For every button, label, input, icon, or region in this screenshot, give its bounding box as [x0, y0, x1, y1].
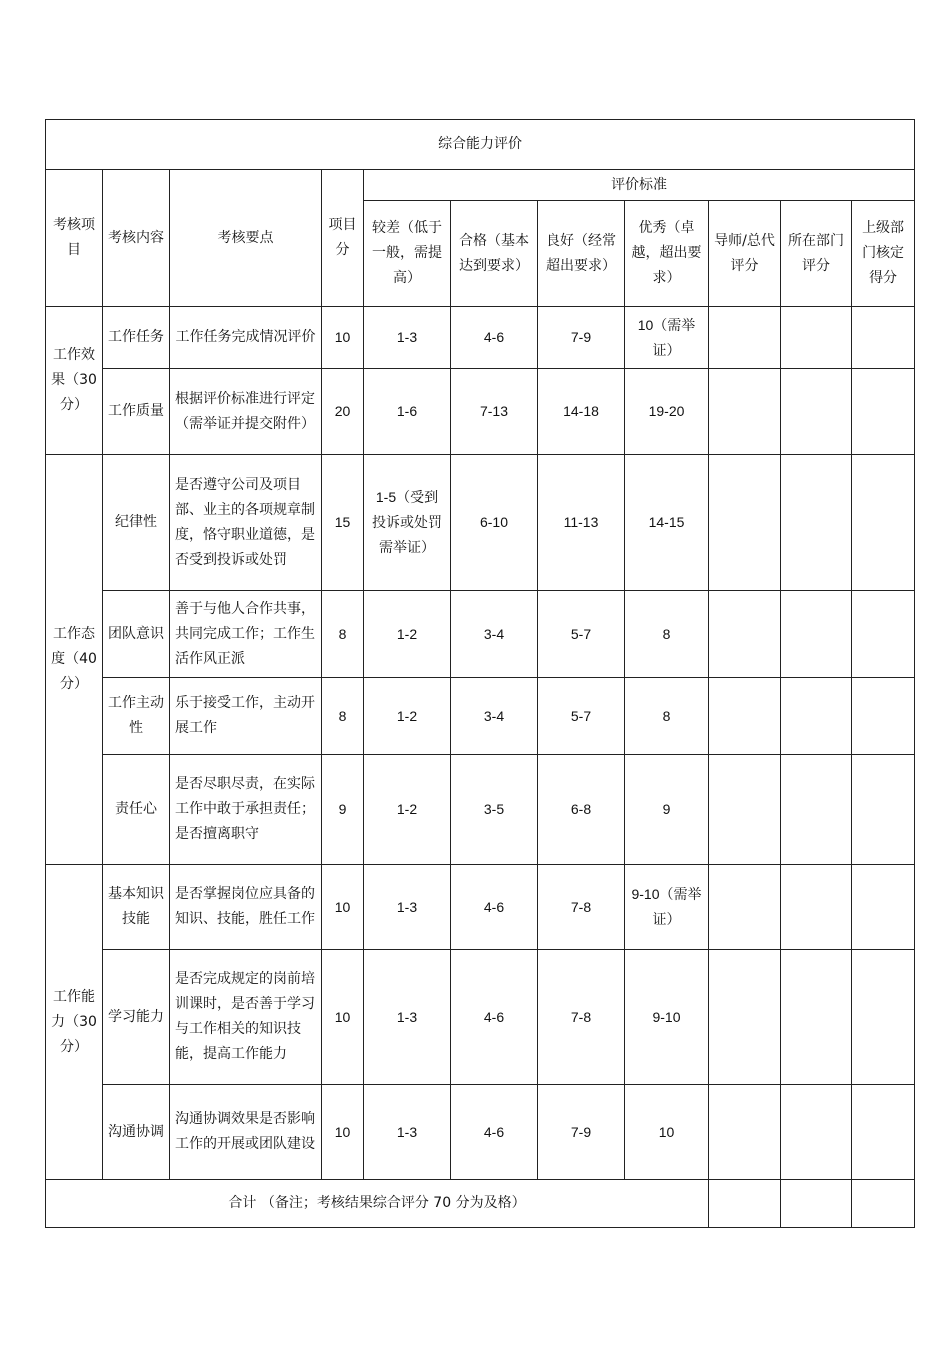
table-row — [46, 950, 915, 1085]
row-points: 是否掌握岗位应具备的知识、技能，胜任工作 — [170, 865, 322, 950]
row-content: 责任心 — [103, 755, 170, 865]
total-row — [46, 1180, 915, 1228]
row-points: 根据评价标准进行评定（需举证并提交附件） — [170, 369, 322, 455]
row-content: 工作任务 — [103, 307, 170, 369]
row-excellent: 10（需举证） — [625, 307, 709, 369]
row-points: 沟通协调效果是否影响工作的开展或团队建设 — [170, 1085, 322, 1180]
row-score: 9 — [322, 755, 364, 865]
mentor-total-cell[interactable] — [709, 1180, 781, 1228]
row-content: 纪律性 — [103, 455, 170, 591]
group-name: 工作能力（30分） — [46, 865, 103, 1180]
row-score: 8 — [322, 678, 364, 755]
row-excellent: 10 — [625, 1085, 709, 1180]
row-content: 沟通协调 — [103, 1085, 170, 1180]
dept-total-cell[interactable] — [781, 1180, 852, 1228]
header-content: 考核内容 — [103, 170, 170, 307]
row-score: 10 — [322, 865, 364, 950]
dept-score-cell[interactable] — [781, 591, 852, 678]
evaluation-table — [45, 119, 915, 1228]
row-score: 10 — [322, 307, 364, 369]
row-poor: 1-3 — [364, 950, 451, 1085]
row-points: 工作任务完成情况评价 — [170, 307, 322, 369]
row-pass: 6-10 — [451, 455, 538, 591]
table-row — [46, 678, 915, 755]
group-name: 工作态度（40分） — [46, 455, 103, 865]
superior-score-cell[interactable] — [852, 865, 915, 950]
row-pass: 3-4 — [451, 678, 538, 755]
header-level-poor: 较差（低于一般，需提高） — [364, 201, 451, 307]
header-standard: 评价标准 — [364, 170, 915, 201]
row-points: 是否完成规定的岗前培训课时，是否善于学习与工作相关的知识技能，提高工作能力 — [170, 950, 322, 1085]
row-points: 善于与他人合作共事，共同完成工作；工作生活作风正派 — [170, 591, 322, 678]
superior-score-cell[interactable] — [852, 755, 915, 865]
row-content: 团队意识 — [103, 591, 170, 678]
table-row — [46, 755, 915, 865]
row-score: 20 — [322, 369, 364, 455]
row-poor: 1-2 — [364, 678, 451, 755]
header-score: 项目分 — [322, 170, 364, 307]
row-content: 基本知识技能 — [103, 865, 170, 950]
row-pass: 3-4 — [451, 591, 538, 678]
dept-score-cell[interactable] — [781, 307, 852, 369]
mentor-score-cell[interactable] — [709, 678, 781, 755]
row-pass: 3-5 — [451, 755, 538, 865]
row-points: 是否遵守公司及项目部、业主的各项规章制度，恪守职业道德，是否受到投诉或处罚 — [170, 455, 322, 591]
row-poor: 1-2 — [364, 755, 451, 865]
mentor-score-cell[interactable] — [709, 455, 781, 591]
dept-score-cell[interactable] — [781, 950, 852, 1085]
superior-score-cell[interactable] — [852, 1085, 915, 1180]
dept-score-cell[interactable] — [781, 865, 852, 950]
row-good: 7-8 — [538, 865, 625, 950]
row-score: 15 — [322, 455, 364, 591]
mentor-score-cell[interactable] — [709, 755, 781, 865]
row-good: 5-7 — [538, 678, 625, 755]
group-name: 工作效果（30分） — [46, 307, 103, 455]
row-good: 7-9 — [538, 307, 625, 369]
mentor-score-cell[interactable] — [709, 865, 781, 950]
mentor-score-cell[interactable] — [709, 1085, 781, 1180]
superior-total-cell[interactable] — [852, 1180, 915, 1228]
table-row — [46, 455, 915, 591]
row-pass: 4-6 — [451, 1085, 538, 1180]
row-excellent: 9-10（需举证） — [625, 865, 709, 950]
header-superior: 上级部门核定得分 — [852, 201, 915, 307]
table-title: 综合能力评价 — [46, 120, 915, 170]
row-pass: 4-6 — [451, 865, 538, 950]
row-score: 10 — [322, 1085, 364, 1180]
row-pass: 7-13 — [451, 369, 538, 455]
dept-score-cell[interactable] — [781, 1085, 852, 1180]
row-points: 乐于接受工作，主动开展工作 — [170, 678, 322, 755]
dept-score-cell[interactable] — [781, 369, 852, 455]
row-poor: 1-5（受到投诉或处罚需举证） — [364, 455, 451, 591]
table-row — [46, 369, 915, 455]
row-excellent: 14-15 — [625, 455, 709, 591]
mentor-score-cell[interactable] — [709, 950, 781, 1085]
row-good: 7-9 — [538, 1085, 625, 1180]
row-pass: 4-6 — [451, 307, 538, 369]
header-dept: 所在部门评分 — [781, 201, 852, 307]
header-mentor: 导师/总代评分 — [709, 201, 781, 307]
superior-score-cell[interactable] — [852, 950, 915, 1085]
table-row — [46, 307, 915, 369]
row-content: 工作质量 — [103, 369, 170, 455]
row-poor: 1-2 — [364, 591, 451, 678]
row-poor: 1-3 — [364, 1085, 451, 1180]
superior-score-cell[interactable] — [852, 307, 915, 369]
row-poor: 1-6 — [364, 369, 451, 455]
table-row — [46, 1085, 915, 1180]
table-row — [46, 865, 915, 950]
total-label: 合计 （备注；考核结果综合评分 70 分为及格） — [46, 1180, 709, 1228]
header-level-excellent: 优秀（卓越，超出要求） — [625, 201, 709, 307]
row-good: 7-8 — [538, 950, 625, 1085]
mentor-score-cell[interactable] — [709, 307, 781, 369]
row-poor: 1-3 — [364, 865, 451, 950]
row-score: 10 — [322, 950, 364, 1085]
row-score: 8 — [322, 591, 364, 678]
dept-score-cell[interactable] — [781, 755, 852, 865]
superior-score-cell[interactable] — [852, 591, 915, 678]
row-excellent: 8 — [625, 591, 709, 678]
superior-score-cell[interactable] — [852, 369, 915, 455]
row-pass: 4-6 — [451, 950, 538, 1085]
row-good: 5-7 — [538, 591, 625, 678]
row-content: 学习能力 — [103, 950, 170, 1085]
row-excellent: 8 — [625, 678, 709, 755]
header-item: 考核项目 — [46, 170, 103, 307]
mentor-score-cell[interactable] — [709, 591, 781, 678]
row-good: 14-18 — [538, 369, 625, 455]
row-content: 工作主动性 — [103, 678, 170, 755]
row-good: 6-8 — [538, 755, 625, 865]
dept-score-cell[interactable] — [781, 455, 852, 591]
superior-score-cell[interactable] — [852, 678, 915, 755]
mentor-score-cell[interactable] — [709, 369, 781, 455]
row-points: 是否尽职尽责，在实际工作中敢于承担责任；是否擅离职守 — [170, 755, 322, 865]
dept-score-cell[interactable] — [781, 678, 852, 755]
row-excellent: 19-20 — [625, 369, 709, 455]
row-excellent: 9-10 — [625, 950, 709, 1085]
row-poor: 1-3 — [364, 307, 451, 369]
row-excellent: 9 — [625, 755, 709, 865]
header-points: 考核要点 — [170, 170, 322, 307]
superior-score-cell[interactable] — [852, 455, 915, 591]
header-level-pass: 合格（基本达到要求） — [451, 201, 538, 307]
row-good: 11-13 — [538, 455, 625, 591]
table-row — [46, 591, 915, 678]
header-level-good: 良好（经常超出要求） — [538, 201, 625, 307]
